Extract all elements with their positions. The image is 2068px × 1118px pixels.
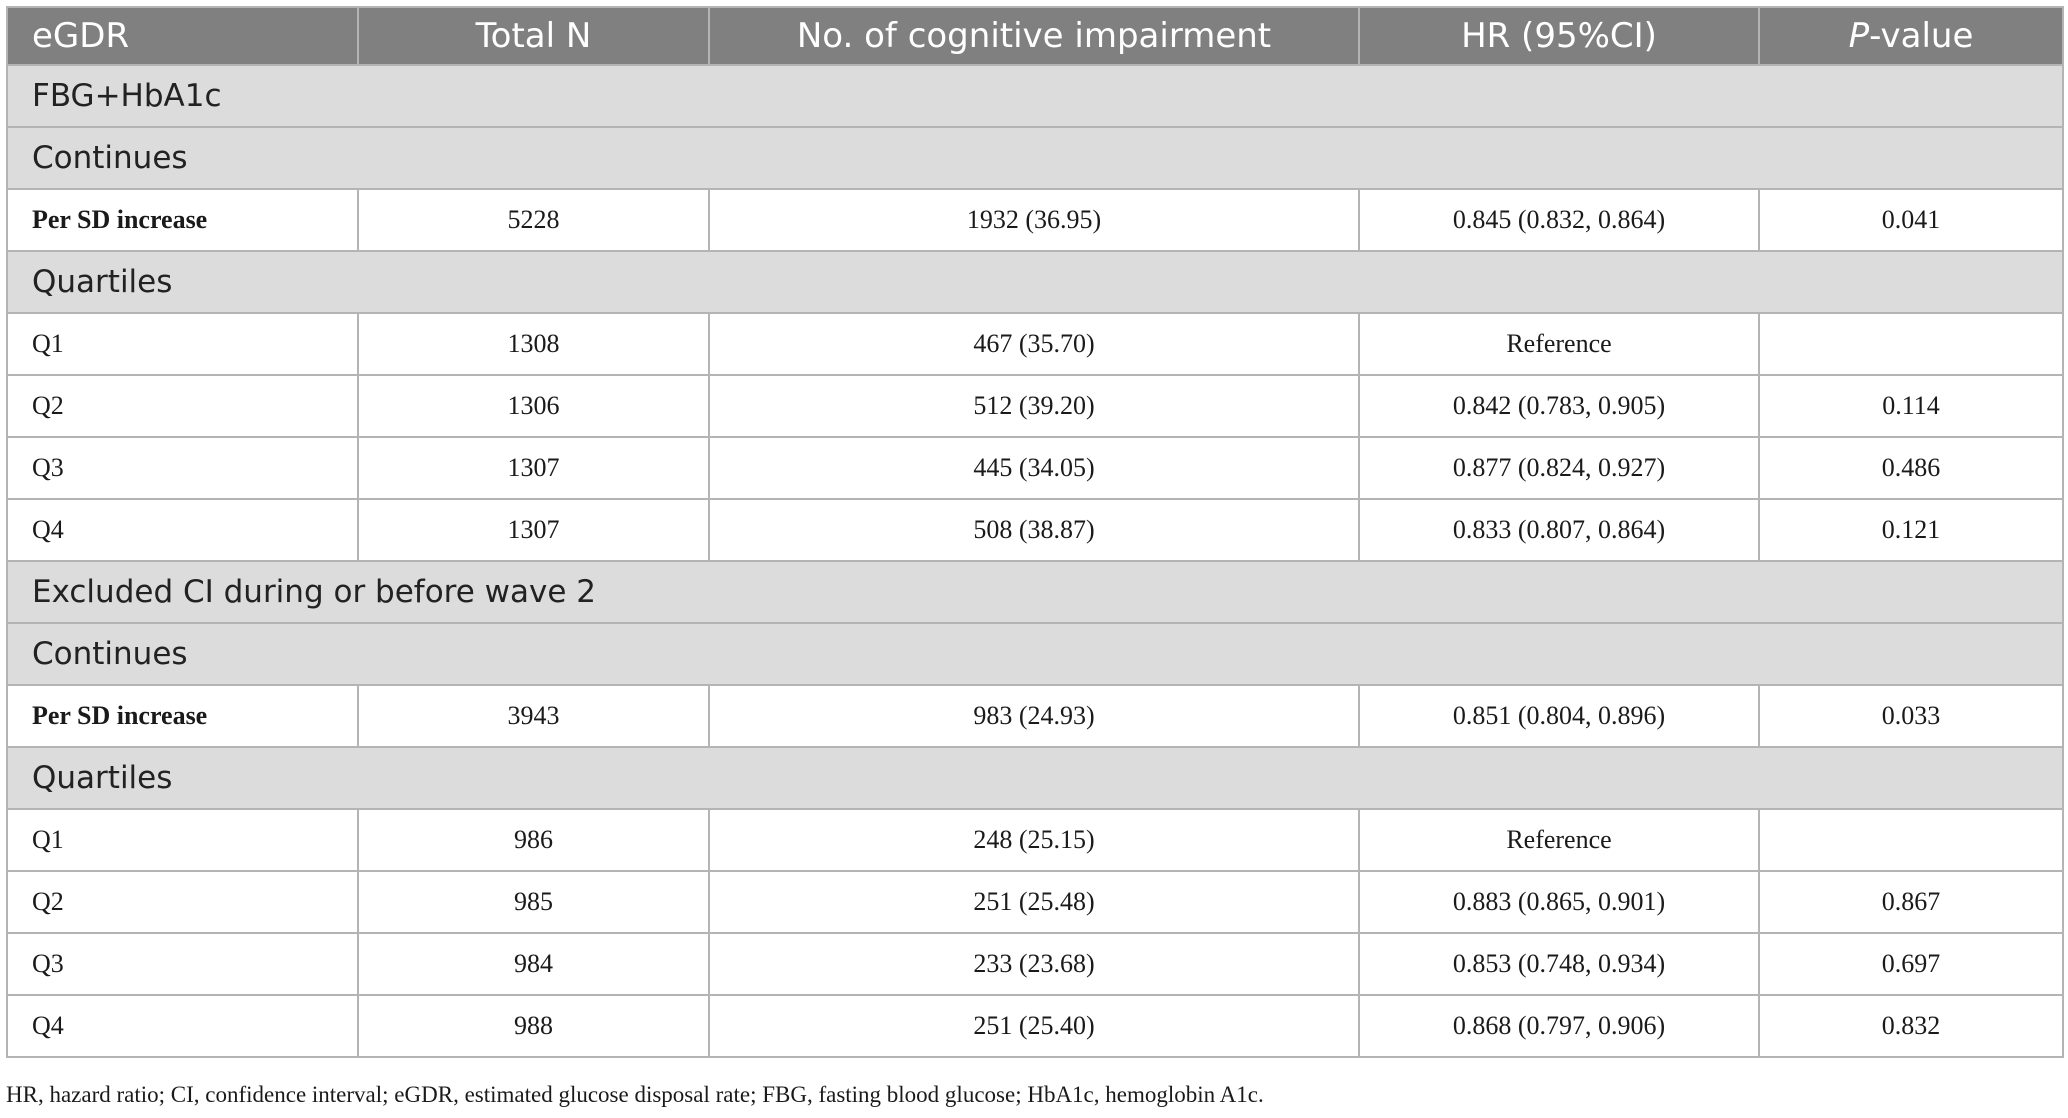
cell-hr: Reference (1359, 313, 1759, 375)
cell-p-value (1759, 809, 2063, 871)
cell-ci-count: 467 (35.70) (709, 313, 1359, 375)
cell-hr: 0.842 (0.783, 0.905) (1359, 375, 1759, 437)
table-row (7, 871, 2063, 933)
cell-total-n: 1306 (358, 375, 709, 437)
cell-total-n: 985 (358, 871, 709, 933)
cell-total-n: 1307 (358, 437, 709, 499)
row-label: Q2 (7, 871, 358, 933)
cell-ci-count: 233 (23.68) (709, 933, 1359, 995)
row-label: Q1 (7, 313, 358, 375)
quartiles-label: Quartiles (7, 747, 2063, 809)
group-title-row (7, 561, 2063, 623)
cell-hr: 0.845 (0.832, 0.864) (1359, 189, 1759, 251)
continues-label: Continues (7, 623, 2063, 685)
row-label: Per SD increase (7, 189, 358, 251)
cell-ci-count: 983 (24.93) (709, 685, 1359, 747)
table-row (7, 437, 2063, 499)
cell-hr: 0.853 (0.748, 0.934) (1359, 933, 1759, 995)
table-row (7, 499, 2063, 561)
table-footnote: HR, hazard ratio; CI, confidence interval; eGDR, estimated glucose disposal rate; FBG, fasting blood glucose; HbA1c, hemoglobin A1c. (6, 1082, 1264, 1107)
cell-ci-count: 1932 (36.95) (709, 189, 1359, 251)
cell-p-value (1759, 313, 2063, 375)
row-label: Q3 (7, 933, 358, 995)
cell-ci-count: 512 (39.20) (709, 375, 1359, 437)
table-row (7, 933, 2063, 995)
row-label: Q2 (7, 375, 358, 437)
subsection-row (7, 127, 2063, 189)
table-row (7, 189, 2063, 251)
row-label: Per SD increase (7, 685, 358, 747)
row-label: Q4 (7, 995, 358, 1057)
header-p-italic: P (1848, 16, 1870, 56)
cell-ci-count: 251 (25.40) (709, 995, 1359, 1057)
cell-hr: Reference (1359, 809, 1759, 871)
cell-total-n: 984 (358, 933, 709, 995)
cell-ci-count: 251 (25.48) (709, 871, 1359, 933)
cell-total-n: 988 (358, 995, 709, 1057)
cell-ci-count: 508 (38.87) (709, 499, 1359, 561)
row-label: Q1 (7, 809, 358, 871)
quartiles-label: Quartiles (7, 251, 2063, 313)
row-label: Q4 (7, 499, 358, 561)
cell-hr: 0.868 (0.797, 0.906) (1359, 995, 1759, 1057)
header-total-n: Total N (358, 7, 709, 65)
results-table-container (6, 6, 2062, 1058)
cell-p-value: 0.697 (1759, 933, 2063, 995)
cell-total-n: 1308 (358, 313, 709, 375)
cell-p-value: 0.114 (1759, 375, 2063, 437)
cell-hr: 0.883 (0.865, 0.901) (1359, 871, 1759, 933)
table-body (7, 65, 2063, 1057)
table-row (7, 809, 2063, 871)
cell-total-n: 3943 (358, 685, 709, 747)
cell-p-value: 0.486 (1759, 437, 2063, 499)
cell-total-n: 5228 (358, 189, 709, 251)
cell-ci-count: 445 (34.05) (709, 437, 1359, 499)
cell-p-value: 0.121 (1759, 499, 2063, 561)
table-row (7, 685, 2063, 747)
group-title-row (7, 65, 2063, 127)
header-hazard-ratio: HR (95%CI) (1359, 7, 1759, 65)
cell-p-value: 0.867 (1759, 871, 2063, 933)
subsection-row (7, 623, 2063, 685)
group-title: Excluded CI during or before wave 2 (7, 561, 2063, 623)
group-title: FBG+HbA1c (7, 65, 2063, 127)
header-p-suffix: -value (1869, 16, 1974, 56)
cell-hr: 0.833 (0.807, 0.864) (1359, 499, 1759, 561)
cell-total-n: 1307 (358, 499, 709, 561)
results-table (6, 6, 2064, 1058)
table-header (7, 7, 2063, 65)
cell-hr: 0.851 (0.804, 0.896) (1359, 685, 1759, 747)
header-cognitive-impairment-count: No. of cognitive impairment (709, 7, 1359, 65)
subsection-row (7, 747, 2063, 809)
table-row (7, 375, 2063, 437)
cell-hr: 0.877 (0.824, 0.927) (1359, 437, 1759, 499)
header-p-value (1759, 7, 2063, 65)
subsection-row (7, 251, 2063, 313)
cell-p-value: 0.033 (1759, 685, 2063, 747)
table-row (7, 995, 2063, 1057)
row-label: Q3 (7, 437, 358, 499)
cell-p-value: 0.041 (1759, 189, 2063, 251)
continues-label: Continues (7, 127, 2063, 189)
header-row (7, 7, 2063, 65)
table-row (7, 313, 2063, 375)
cell-total-n: 986 (358, 809, 709, 871)
cell-p-value: 0.832 (1759, 995, 2063, 1057)
cell-ci-count: 248 (25.15) (709, 809, 1359, 871)
header-egdr: eGDR (7, 7, 358, 65)
